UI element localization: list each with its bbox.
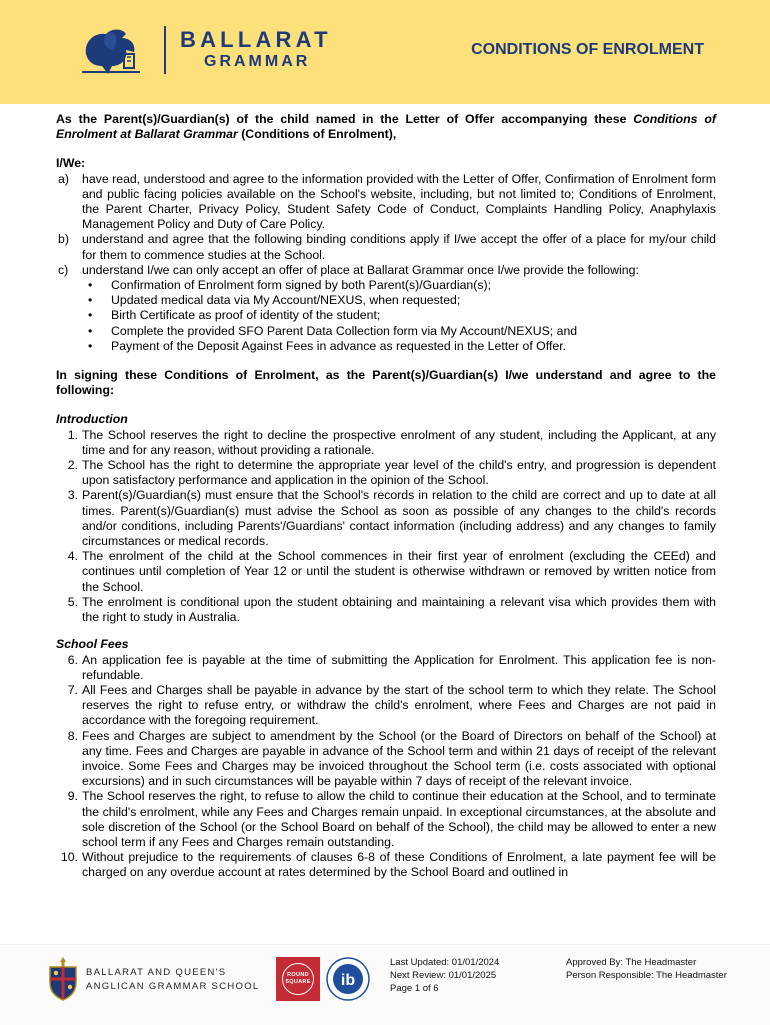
bullet-icon: • xyxy=(88,293,93,308)
section-heading-introduction: Introduction xyxy=(56,412,128,427)
clause-item: 8. Fees and Charges are subject to amendment by the School (or the Board of Directors on behalf of the School) at any time. Fees and Charges are payable in advance of the School term and within 21 days of receipt of the relevant invoice. Some Fees and Charges may be invoiced throughout the School term (i.e. costs associated with optional excursions) and in such circumstances will be payable within 7 days of receipt of the relevant invoice. xyxy=(67,728,716,789)
clause-item: 3. Parent(s)/Guardian(s) must ensure that the School's records in relation to the child are correct and up to date at all times. Parent(s)/Guardian(s) must advise the School as soon as possible of any changes to the child's records and/or conditions, including Parents'/Guardians' contact information (including address) and any changes to family circumstances or medical records. xyxy=(67,488,716,549)
last-updated: Last Updated: 01/01/2024 xyxy=(390,957,500,968)
signing-statement: In signing these Conditions of Enrolment, as the Parent(s)/Guardian(s) I/we understand and agree to the following: xyxy=(56,368,716,398)
clause-item: 7. All Fees and Charges shall be payable in advance by the start of the school term to which they relate. The School reserves the right to refuse entry, or withdraw the child's enrolment, where Fees and Charges are not paid in accordance with the foregoing requirement. xyxy=(67,682,716,728)
requirement-bullet: • Payment of the Deposit Against Fees in advance as requested in the Letter of Offer. xyxy=(88,338,567,353)
bullet-icon: • xyxy=(88,323,93,338)
logo-divider xyxy=(164,26,166,74)
page-header xyxy=(0,0,770,104)
round-square-logo-icon: ROUND SQUARE xyxy=(276,957,320,1001)
declaration-item: a) have read, understood and agree to the information provided with the Letter of Offer, Confirmation of Enrolment form and public facing policies available on the School's website, including, but not limited to; Conditions of Enrolment, the Parent Charter, Privacy Policy, Student Safety Code of Conduct, Complaints Handling Policy, Anaphylaxis Management Policy and Duty of Care Policy. xyxy=(58,171,716,232)
intro-paragraph: As the Parent(s)/Guardian(s) of the child named in the Letter of Offer accompanying these Conditions of Enrolment at Ballarat Grammar (Conditions of Enrolment), xyxy=(56,112,716,142)
person-responsible: Person Responsible: The Headmaster xyxy=(566,970,727,981)
svg-text:ib: ib xyxy=(340,972,356,989)
clause-item: 6. An application fee is payable at the time of submitting the Application for Enrolment. This application fee is non-refundable. xyxy=(67,652,716,682)
bullet-icon: • xyxy=(88,308,93,323)
clause-item: 5. The enrolment is conditional upon the student obtaining and maintaining a relevant visa which provides them with the right to study in Australia. xyxy=(67,594,716,625)
clause-item: 1. The School reserves the right to decline the prospective enrolment of any student, including the Applicant, at any time and for any reason, without providing a rationale. xyxy=(67,427,716,457)
clause-item: 2. The School has the right to determine the appropriate year level of the child's entry, and progression is dependent upon satisfactory performance and application in the opinion of the School. xyxy=(67,458,716,488)
section-heading-school-fees: School Fees xyxy=(56,637,129,652)
document-body xyxy=(56,112,716,881)
page-footer xyxy=(0,944,770,1025)
bullet-icon: • xyxy=(88,278,93,293)
brand-name-line2: GRAMMAR xyxy=(204,53,311,70)
next-review: Next Review: 01/01/2025 xyxy=(390,970,497,981)
declaration-label: I/We: xyxy=(56,156,86,171)
requirement-bullet: • Confirmation of Enrolment form signed by both Parent(s)/Guardian(s); xyxy=(88,278,492,293)
requirement-bullet: • Complete the provided SFO Parent Data Collection form via My Account/NEXUS; and xyxy=(88,323,578,338)
requirement-bullet: • Birth Certificate as proof of identity of the student; xyxy=(88,308,381,323)
school-name-line1: BALLARAT AND QUEEN'S xyxy=(86,967,227,978)
requirement-bullet: • Updated medical data via My Account/NEXUS, when requested; xyxy=(88,293,461,308)
declaration-item: b) understand and agree that the following binding conditions apply if I/we accept the offer of a place for my/our child for them to commence studies at the School. xyxy=(58,232,716,262)
page-number: Page 1 of 6 xyxy=(390,983,439,994)
brand-name-line1: BALLARAT xyxy=(180,27,332,52)
approved-by: Approved By: The Headmaster xyxy=(566,957,697,968)
document-title: CONDITIONS OF ENROLMENT xyxy=(471,41,704,58)
bullet-icon: • xyxy=(88,338,93,353)
clause-item: 4. The enrolment of the child at the School commences in their first year of enrolment (excluding the CEEd) and continues until completion of Year 12 or until the student is otherwise withdrawn or removed by written notice from the School. xyxy=(67,549,716,594)
ballarat-grammar-griffin-logo-icon xyxy=(78,24,148,78)
ib-world-school-logo-icon xyxy=(326,957,370,1001)
clause-item: 9. The School reserves the right, to refuse to allow the child to continue their education at the School, and to terminate the child's enrolment, while any Fees and Charges remain unpaid. In exceptional circumstances, at the absolute and sole discretion of the School (or the School Board on behalf of the School), the child may be allowed to enter a new school term if any Fees and Charges remain outstanding. xyxy=(67,789,716,849)
school-crest-icon xyxy=(46,955,80,1001)
clause-item: 10. Without prejudice to the requirements of clauses 6-8 of these Conditions of Enrolment, a late payment fee will be charged on any overdue account at rates determined by the School Board and outlined in xyxy=(60,850,716,880)
school-name-line2: ANGLICAN GRAMMAR SCHOOL xyxy=(86,981,260,992)
declaration-item: c) understand I/we can only accept an offer of place at Ballarat Grammar once I/we provide the following: xyxy=(58,262,639,277)
